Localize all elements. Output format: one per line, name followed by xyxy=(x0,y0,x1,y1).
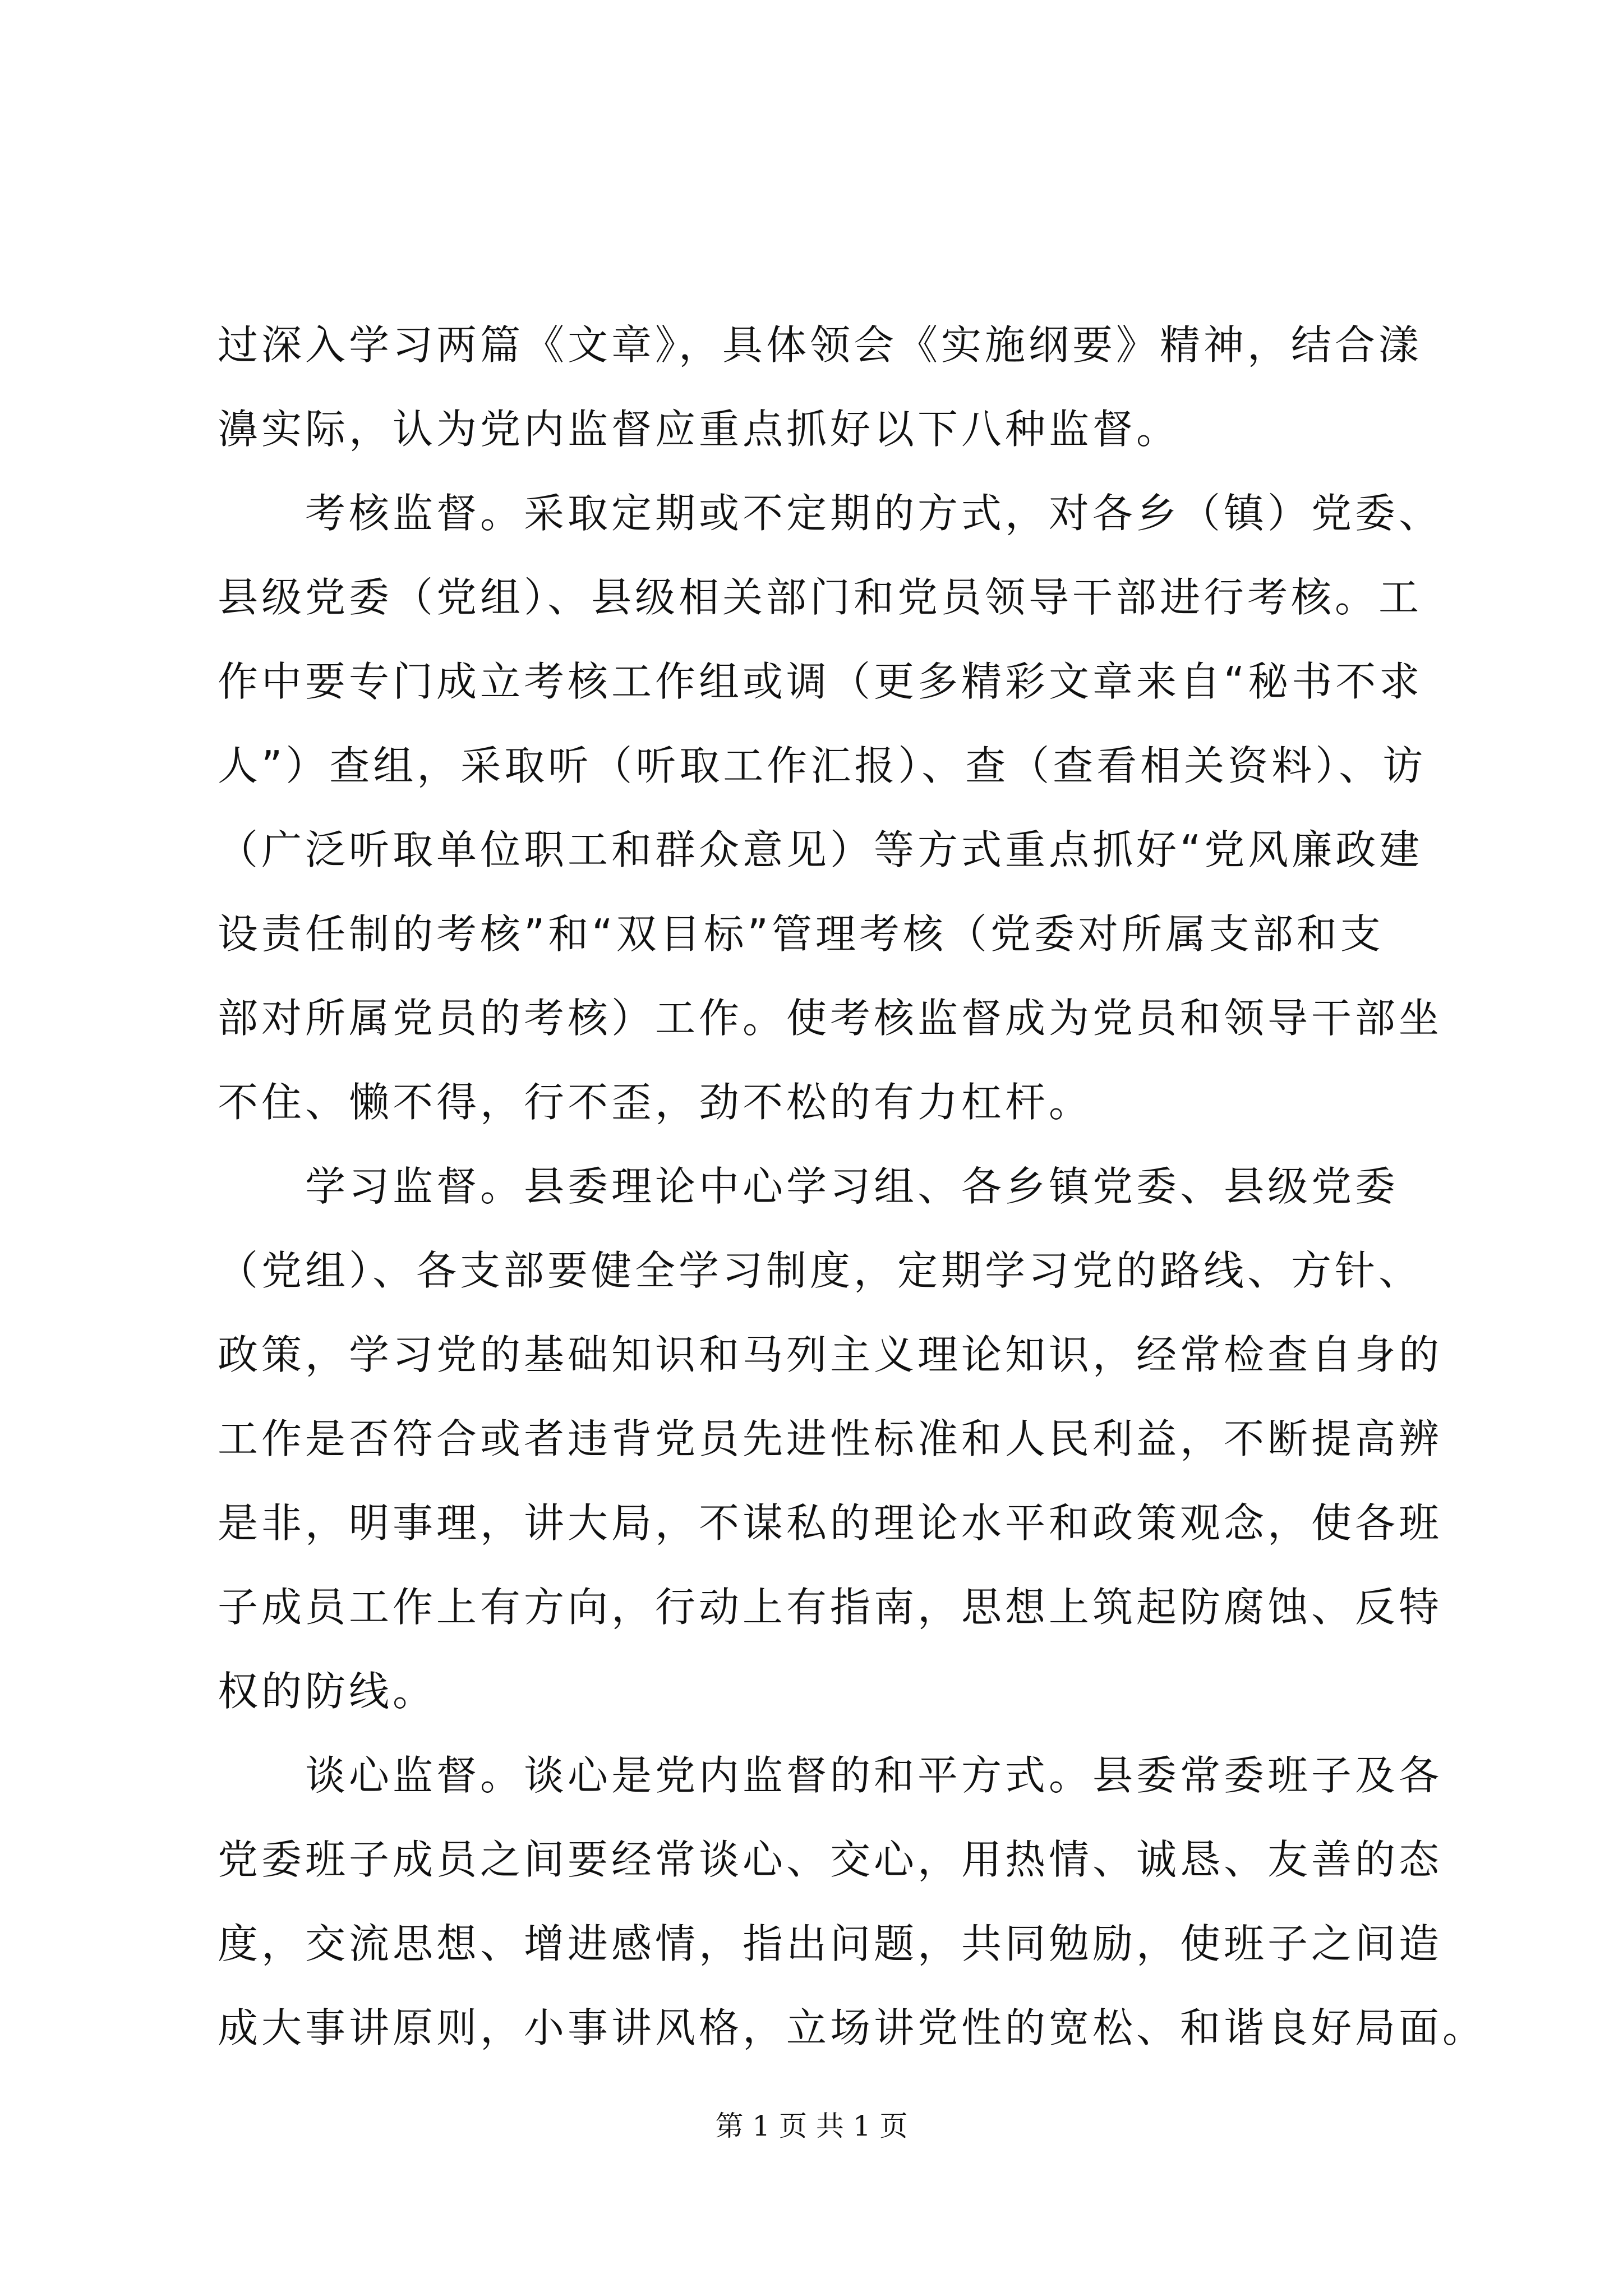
text-line: 过深入学习两篇《文章》，具体领会《实施纲要》精神，结合漾 xyxy=(218,321,1423,369)
text-line: 学习监督。县委理论中心学习组、各乡镇党委、县级党委 xyxy=(218,1163,1399,1210)
text-line: 权的防线。 xyxy=(218,1668,437,1715)
text-line: （党组）、各支部要健全学习制度，定期学习党的路线、方针、 xyxy=(218,1247,1423,1294)
text-line: 考核监督。采取定期或不定期的方式，对各乡（镇）党委、 xyxy=(218,490,1443,537)
text-line: 是非，明事理，讲大局，不谋私的理论水平和政策观念，使各班 xyxy=(218,1499,1443,1547)
text-line: 县级党委（党组）、县级相关部门和党员领导干部进行考核。工 xyxy=(218,574,1423,621)
text-line: 作中要专门成立考核工作组或调（更多精彩文章来自“秘书不求 xyxy=(218,658,1423,705)
page-footer: 第 1 页 共 1 页 xyxy=(715,2110,908,2142)
text-line: 部对所属党员的考核）工作。使考核监督成为党员和领导干部坐 xyxy=(218,995,1443,1042)
text-line: 不住、懒不得，行不歪，劲不松的有力杠杆。 xyxy=(218,1079,1093,1126)
text-line: 人”）查组，采取听（听取工作汇报）、查（查看相关资料）、访 xyxy=(218,742,1427,789)
text-line: 工作是否符合或者违背党员先进性标准和人民利益，不断提高辨 xyxy=(218,1415,1443,1462)
text-line: 成大事讲原则，小事讲风格，立场讲党性的宽松、和谐良好局面。 xyxy=(218,2004,1487,2051)
text-line: 政策，学习党的基础知识和马列主义理论知识，经常检查自身的 xyxy=(218,1331,1443,1378)
text-line: 濞实际，认为党内监督应重点抓好以下八种监督。 xyxy=(218,406,1181,453)
text-line: 设责任制的考核”和“双目标”管理考核（党委对所属支部和支 xyxy=(218,910,1384,958)
text-line: 谈心监督。谈心是党内监督的和平方式。县委常委班子及各 xyxy=(218,1752,1443,1799)
text-line: 党委班子成员之间要经常谈心、交心，用热情、诚恳、友善的态 xyxy=(218,1836,1443,1883)
text-line: 度，交流思想、增进感情，指出问题，共同勉励，使班子之间造 xyxy=(218,1920,1443,1967)
text-line: （广泛听取单位职工和群众意见）等方式重点抓好“党风廉政建 xyxy=(218,826,1423,873)
body-text xyxy=(218,303,1487,2070)
text-line: 子成员工作上有方向，行动上有指南，思想上筑起防腐蚀、反特 xyxy=(218,1584,1443,1631)
